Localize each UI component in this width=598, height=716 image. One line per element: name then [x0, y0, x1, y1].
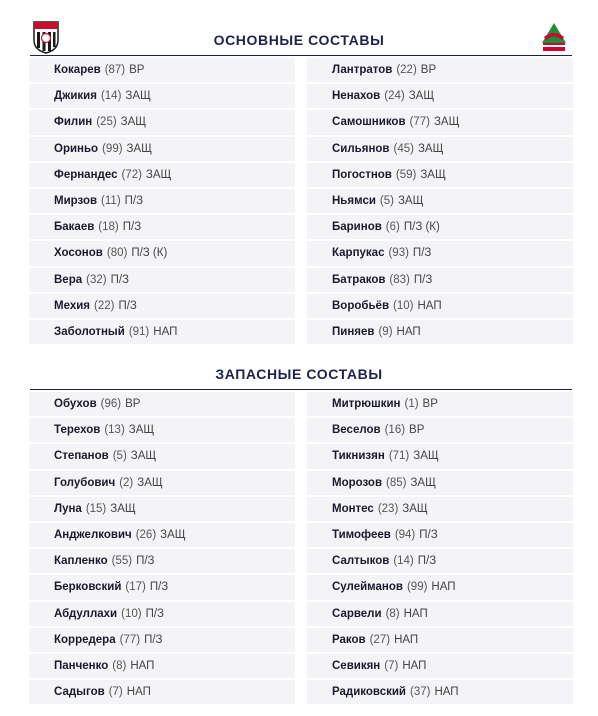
- player-name: Кокарев: [54, 64, 101, 77]
- title-divider: [30, 55, 572, 56]
- away-subs-list: [307, 392, 573, 706]
- player-row: [29, 654, 295, 678]
- player-number: (72): [121, 168, 142, 181]
- player-position: НАП: [130, 659, 155, 672]
- player-position: ВР: [422, 398, 438, 411]
- player-position: ЗАЩ: [420, 168, 446, 181]
- player-number: (45): [393, 142, 414, 155]
- title-divider: [30, 389, 572, 390]
- player-position: ЗАЩ: [137, 476, 163, 489]
- player-name: Хосонов: [54, 247, 103, 260]
- player-row: [29, 215, 295, 239]
- player-position: П/З (К): [131, 247, 168, 260]
- player-name: Капленко: [54, 555, 108, 568]
- player-row: [307, 444, 573, 468]
- player-name: Батраков: [332, 273, 386, 286]
- player-position: П/З: [110, 273, 129, 286]
- player-number: (91): [128, 325, 150, 338]
- player-position: ЗАЩ: [410, 476, 436, 489]
- player-row: [307, 241, 573, 265]
- player-number: (71): [388, 450, 410, 463]
- player-number: (7): [384, 659, 399, 672]
- player-position: ЗАЩ: [110, 502, 136, 515]
- player-row: [307, 215, 573, 239]
- player-position: П/З: [417, 555, 437, 568]
- player-row: [307, 602, 573, 626]
- player-row: [29, 680, 295, 704]
- player-name: Раков: [332, 633, 366, 646]
- player-row: [29, 268, 295, 292]
- player-number: (85): [386, 476, 407, 489]
- player-number: (77): [409, 116, 430, 129]
- player-name: Баринов: [332, 221, 382, 234]
- player-position: НАП: [431, 581, 456, 594]
- player-row: [29, 189, 295, 213]
- player-position: ВР: [409, 424, 425, 437]
- player-name: Степанов: [54, 450, 109, 463]
- player-number: (9): [378, 325, 393, 338]
- player-number: (37): [410, 686, 431, 699]
- player-name: Обухов: [54, 398, 97, 411]
- player-name: Сарвели: [332, 607, 382, 620]
- player-name: Бакаев: [54, 221, 95, 234]
- player-position: ЗАЩ: [397, 195, 424, 208]
- player-number: (99): [102, 142, 123, 155]
- player-number: (15): [85, 502, 107, 515]
- player-name: Терехов: [54, 424, 101, 437]
- player-position: П/З: [419, 529, 438, 542]
- player-number: (8): [385, 607, 400, 620]
- player-number: (80): [106, 247, 128, 260]
- player-name: Сулейманов: [332, 581, 403, 594]
- player-position: ЗАЩ: [128, 424, 155, 437]
- player-position: НАП: [396, 325, 421, 338]
- player-name: Корредера: [54, 633, 116, 646]
- player-position: П/З: [118, 299, 137, 312]
- player-row: [307, 58, 573, 82]
- player-name: Лантратов: [332, 64, 393, 77]
- player-row: [307, 189, 573, 213]
- player-name: Панченко: [54, 659, 109, 672]
- player-number: (14): [393, 555, 414, 568]
- player-number: (23): [377, 502, 399, 515]
- player-row: [307, 549, 573, 573]
- player-name: Заболотный: [54, 325, 125, 338]
- player-position: НАП: [417, 299, 442, 312]
- player-number: (22): [396, 64, 417, 77]
- player-position: ЗАЩ: [160, 529, 186, 542]
- away-starting-list: [307, 58, 573, 346]
- player-name: Тикнизян: [332, 450, 385, 463]
- player-number: (2): [119, 476, 134, 489]
- player-row: [307, 471, 573, 495]
- player-number: (99): [406, 581, 428, 594]
- player-row: [29, 497, 295, 521]
- player-row: [307, 294, 573, 318]
- player-row: [307, 110, 573, 134]
- player-position: ВР: [125, 398, 141, 411]
- player-position: ЗАЩ: [130, 450, 157, 463]
- player-name: Воробьёв: [332, 299, 390, 312]
- player-row: [29, 549, 295, 573]
- home-subs-list: [29, 392, 295, 706]
- player-row: [307, 575, 573, 599]
- player-name: Веселов: [332, 424, 381, 437]
- player-name: Абдуллахи: [54, 607, 118, 620]
- player-name: Самошников: [332, 116, 406, 129]
- player-name: Ньямси: [332, 195, 376, 208]
- player-number: (11): [101, 195, 121, 208]
- player-row: [307, 320, 573, 344]
- player-name: Митрюшкин: [332, 398, 401, 411]
- player-name: Погостнов: [332, 168, 392, 181]
- player-position: П/З: [412, 247, 432, 260]
- player-name: Морозов: [332, 476, 383, 489]
- player-position: П/З: [413, 273, 433, 286]
- player-position: ЗАЩ: [402, 502, 428, 515]
- player-number: (18): [98, 221, 119, 234]
- player-name: Голубович: [54, 476, 116, 489]
- player-row: [29, 444, 295, 468]
- home-starting-list: [29, 58, 295, 346]
- player-row: [29, 58, 295, 82]
- player-number: (26): [135, 529, 157, 542]
- player-row: [307, 268, 573, 292]
- player-row: [307, 628, 573, 652]
- player-number: (59): [395, 168, 417, 181]
- player-position: ЗАЩ: [417, 142, 444, 155]
- player-name: Ориньо: [54, 142, 99, 155]
- player-position: П/З: [124, 195, 144, 208]
- player-row: [307, 84, 573, 108]
- player-row: [29, 575, 295, 599]
- player-position: НАП: [402, 659, 427, 672]
- player-name: Ненахов: [332, 90, 381, 103]
- player-number: (24): [384, 90, 405, 103]
- player-position: ЗАЩ: [120, 116, 147, 129]
- player-number: (83): [389, 273, 410, 286]
- player-number: (5): [379, 195, 394, 208]
- player-number: (17): [125, 581, 146, 594]
- player-name: Пиняев: [332, 325, 375, 338]
- player-name: Садыгов: [54, 686, 105, 699]
- player-name: Луна: [54, 502, 82, 515]
- player-number: (55): [111, 555, 133, 568]
- player-position: НАП: [394, 633, 419, 646]
- player-name: Сильянов: [332, 142, 390, 155]
- player-position: ЗАЩ: [145, 168, 172, 181]
- player-number: (25): [96, 116, 117, 129]
- player-name: Радиковский: [332, 686, 406, 699]
- player-name: Карпукас: [332, 247, 385, 260]
- player-position: НАП: [126, 686, 151, 699]
- player-position: НАП: [434, 686, 459, 699]
- player-number: (10): [393, 299, 414, 312]
- player-row: [29, 392, 295, 416]
- player-number: (7): [108, 686, 123, 699]
- player-position: П/З: [149, 581, 169, 594]
- player-row: [29, 241, 295, 265]
- player-row: [29, 110, 295, 134]
- player-name: Джикия: [54, 90, 97, 103]
- player-name: Севикян: [332, 659, 381, 672]
- player-row: [307, 418, 573, 442]
- player-row: [307, 137, 573, 161]
- player-number: (6): [385, 221, 400, 234]
- section-title: ОСНОВНЫЕ СОСТАВЫ: [213, 32, 385, 48]
- player-row: [307, 163, 573, 187]
- player-number: (87): [104, 64, 126, 77]
- player-number: (8): [112, 659, 127, 672]
- player-position: П/З: [144, 633, 163, 646]
- player-row: [29, 471, 295, 495]
- player-row: [29, 84, 295, 108]
- player-position: НАП: [403, 607, 428, 620]
- player-name: Мирзов: [54, 195, 98, 208]
- player-name: Берковский: [54, 581, 122, 594]
- player-number: (13): [104, 424, 125, 437]
- player-number: (22): [94, 299, 115, 312]
- player-row: [307, 680, 573, 704]
- player-number: (94): [394, 529, 416, 542]
- section-title: ЗАПАСНЫЕ СОСТАВЫ: [215, 366, 383, 382]
- player-row: [29, 294, 295, 318]
- player-number: (16): [384, 424, 406, 437]
- player-position: НАП: [153, 325, 178, 338]
- player-position: ВР: [129, 64, 145, 77]
- player-row: [29, 320, 295, 344]
- player-number: (96): [100, 398, 122, 411]
- player-row: [29, 137, 295, 161]
- player-number: (5): [112, 450, 127, 463]
- player-row: [29, 163, 295, 187]
- player-position: П/З: [122, 221, 142, 234]
- player-name: Салтыков: [332, 555, 390, 568]
- player-row: [307, 497, 573, 521]
- player-number: (10): [121, 607, 142, 620]
- player-row: [29, 418, 295, 442]
- player-row: [307, 523, 573, 547]
- player-row: [307, 392, 573, 416]
- player-position: ВР: [420, 64, 437, 77]
- player-row: [29, 602, 295, 626]
- player-row: [29, 523, 295, 547]
- player-number: (77): [119, 633, 141, 646]
- player-row: [307, 654, 573, 678]
- player-position: П/З: [136, 555, 155, 568]
- player-position: П/З (К): [403, 221, 440, 234]
- player-name: Анджелкович: [54, 529, 132, 542]
- player-name: Тимофеев: [332, 529, 391, 542]
- player-position: П/З: [145, 607, 165, 620]
- player-name: Мехия: [54, 299, 90, 312]
- player-position: ЗАЩ: [126, 142, 152, 155]
- player-position: ЗАЩ: [408, 90, 435, 103]
- player-name: Филин: [54, 116, 93, 129]
- player-number: (32): [86, 273, 107, 286]
- player-number: (14): [100, 90, 122, 103]
- player-number: (93): [388, 247, 409, 260]
- player-position: ЗАЩ: [125, 90, 151, 103]
- player-position: ЗАЩ: [433, 116, 460, 129]
- player-name: Монтес: [332, 502, 374, 515]
- player-number: (1): [404, 398, 419, 411]
- player-number: (27): [369, 633, 391, 646]
- player-name: Фернандес: [54, 168, 118, 181]
- player-name: Вера: [54, 273, 83, 286]
- player-position: ЗАЩ: [413, 450, 439, 463]
- player-row: [29, 628, 295, 652]
